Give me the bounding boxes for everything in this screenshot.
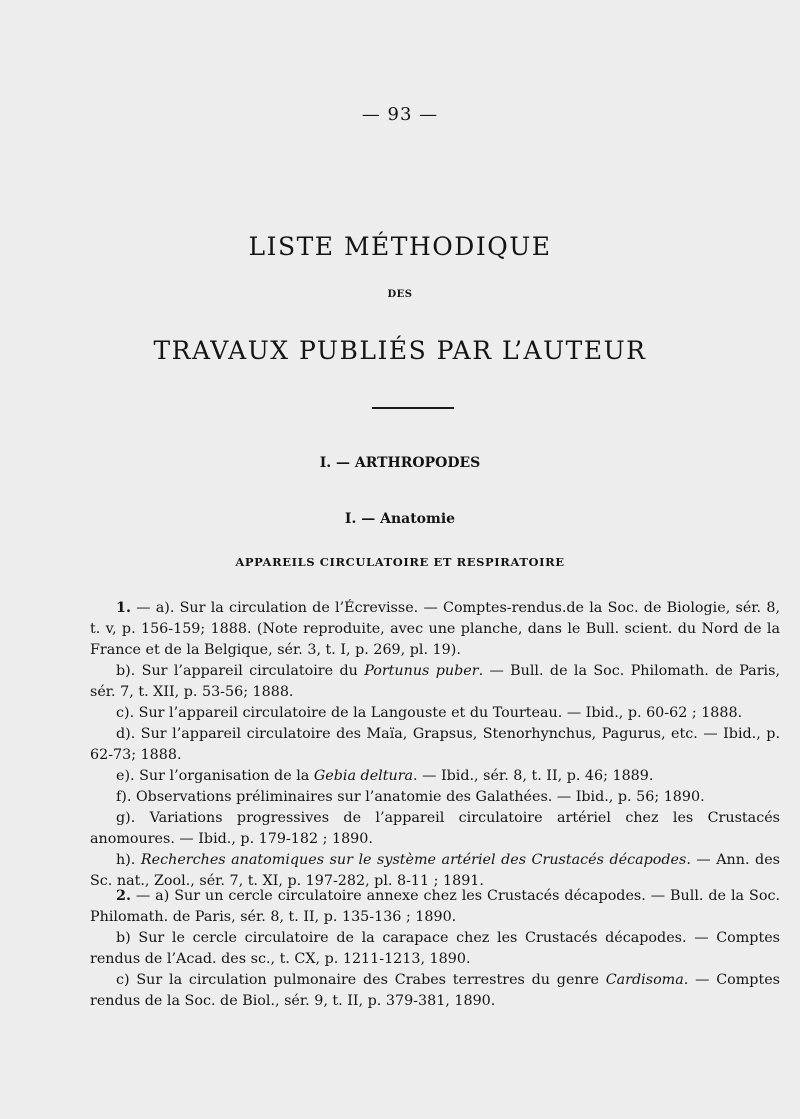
entry-1c: c). Sur l’appareil circulatoire de la Langouste et du Tourteau. — Ibid., p. 60-62 ; 1888. bbox=[116, 705, 743, 721]
entry-1e bbox=[90, 766, 780, 787]
title-divider bbox=[372, 407, 454, 409]
title-connector: DES bbox=[387, 289, 413, 300]
section-heading: I. — ARTHROPODES bbox=[319, 455, 481, 471]
entry-text: — a) Sur un cercle circulatoire annexe chez les Crustacés décapodes. — Bull. de la Soc. Philomath. de Paris, sér. 8, t. II, p. 135-136 ; 1890. bbox=[90, 888, 780, 925]
entry-text: . — Ibid., sér. 8, t. II, p. 46; 1889. bbox=[413, 768, 654, 784]
page-number: — 93 — bbox=[361, 104, 439, 125]
entry-text: b). Sur l’appareil circulatoire du bbox=[116, 663, 358, 679]
entry-1 bbox=[90, 598, 780, 892]
entry-text: . — Bull. de la Soc. Philomath. de Paris, sér. 7, t. XII, p. 53-56; 1888. bbox=[90, 663, 780, 700]
entry-1g: g). Variations progressives de l’appareil circulatoire artériel chez les Crustacés anomoures. — Ibid., p. 179-182 ; 1890. bbox=[90, 810, 780, 847]
subsection-heading: I. — Anatomie bbox=[344, 511, 456, 527]
entry-title-italic: Portunus puber bbox=[364, 663, 479, 679]
entry-2b: b) Sur le cercle circulatoire de la carapace chez les Crustacés décapodes. — Comptes rendus de l’Acad. des sc., t. CX, p. 1211-1213, 1890. bbox=[90, 930, 780, 967]
entry-2a bbox=[90, 886, 780, 928]
entry-title-italic: Recherches anatomiques sur le système artériel des Crustacés décapodes bbox=[140, 852, 687, 868]
entry-2 bbox=[90, 886, 780, 1012]
entry-1f: f). Observations préliminaires sur l’anatomie des Galathées. — Ibid., p. 56; 1890. bbox=[116, 789, 705, 805]
entry-2c bbox=[90, 970, 780, 1012]
subheading: APPAREILS CIRCULATOIRE ET RESPIRATOIRE bbox=[235, 555, 565, 569]
entry-number: 2. bbox=[116, 888, 131, 904]
entry-text: — a). Sur la circulation de l’Écrevisse. — Comptes-rendus.de la Soc. de Biologie, sér. 8, t. v, p. 156-159; 1888. (Note reproduite, avec une planche, dans le Bull. scient. du Nord de la France et de la Belgique, sér. 3, t. I, p. 269, pl. 19). bbox=[90, 600, 780, 658]
entry-1a bbox=[90, 598, 780, 661]
title-line-2: TRAVAUX PUBLIÉS PAR L’AUTEUR bbox=[153, 336, 647, 365]
entry-text: . — Comptes rendus de la Soc. de Biol., sér. 9, t. II, p. 379-381, 1890. bbox=[90, 972, 780, 1009]
entry-title-italic: Cardisoma bbox=[605, 972, 684, 988]
entry-1b bbox=[90, 661, 780, 703]
title-line-1: LISTE MÉTHODIQUE bbox=[248, 232, 552, 261]
entry-text: c) Sur la circulation pulmonaire des Crabes terrestres du genre bbox=[116, 972, 599, 988]
entry-number: 1. bbox=[116, 600, 131, 616]
entry-text: h). bbox=[116, 852, 136, 868]
entry-text: e). Sur l’organisation de la bbox=[116, 768, 310, 784]
entry-1d: d). Sur l’appareil circulatoire des Maïa, Grapsus, Stenorhynchus, Pagurus, etc. — Ibid., p. 62-73; 1888. bbox=[90, 726, 780, 763]
entry-text: . — Ann. des Sc. nat., Zool., sér. 7, t. XI, p. 197-282, pl. 8-11 ; 1891. bbox=[90, 852, 780, 889]
entry-title-italic: Gebia deltura bbox=[313, 768, 414, 784]
